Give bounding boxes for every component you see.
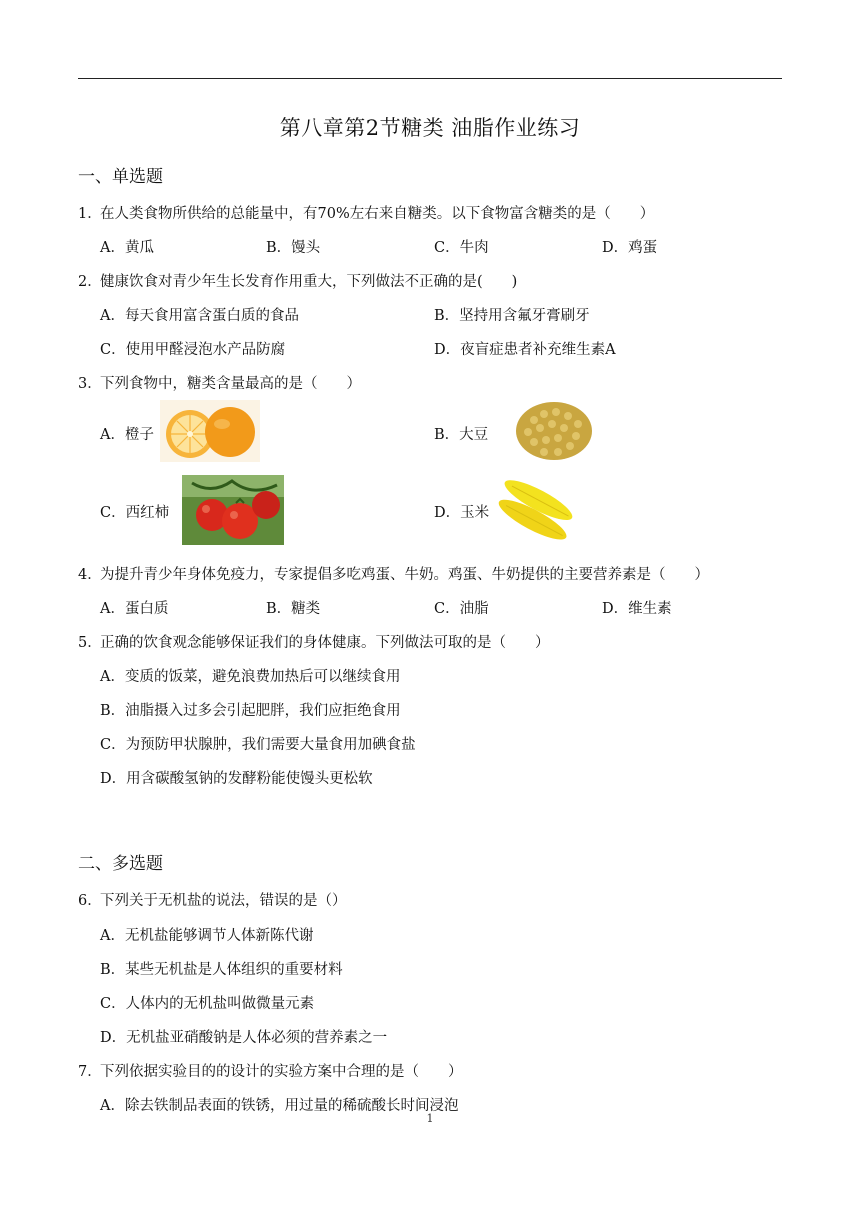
option-5a: A．变质的饭菜，避免浪费加热后可以继续食用 bbox=[100, 669, 401, 685]
question-4 bbox=[78, 563, 709, 584]
option-5d: D．用含碳酸氢钠的发酵粉能使馒头更松软 bbox=[100, 771, 373, 787]
question-stem: 下列依据实验目的的设计的实验方案中合理的是（ ） bbox=[100, 1064, 463, 1080]
option-2d: D．夜盲症患者补充维生素A bbox=[434, 342, 616, 358]
option-1b: B．馒头 bbox=[266, 240, 321, 256]
header-rule bbox=[78, 78, 782, 79]
option-2b: B．坚持用含氟牙膏刷牙 bbox=[434, 308, 590, 324]
question-1 bbox=[78, 202, 654, 223]
option-6d: D．无机盐亚硝酸钠是人体必须的营养素之一 bbox=[100, 1030, 388, 1046]
option-6c: C．人体内的无机盐叫做微量元素 bbox=[100, 996, 315, 1012]
document-title: 第八章第2节糖类 油脂作业练习 bbox=[279, 116, 581, 140]
question-stem: 为提升青少年身体免疫力，专家提倡多吃鸡蛋、牛奶。鸡蛋、牛奶提供的主要营养素是（ ） bbox=[100, 567, 709, 583]
tomato-image bbox=[182, 475, 284, 545]
question-2 bbox=[78, 270, 517, 291]
option-3c: C．西红柿 bbox=[100, 505, 170, 521]
page-number: 1 bbox=[426, 1112, 434, 1125]
option-2c: C．使用甲醛浸泡水产品防腐 bbox=[100, 342, 286, 358]
section-heading-multi: 二、多选题 bbox=[78, 854, 163, 874]
section-heading-single: 一、单选题 bbox=[78, 167, 163, 187]
option-4c: C．油脂 bbox=[434, 601, 489, 617]
question-3 bbox=[78, 372, 361, 393]
option-1a: A．黄瓜 bbox=[100, 240, 154, 256]
question-number: 7． bbox=[78, 1064, 102, 1080]
option-6b: B．某些无机盐是人体组织的重要材料 bbox=[100, 962, 343, 978]
option-4d: D．维生素 bbox=[602, 601, 672, 617]
option-7a: A．除去铁制品表面的铁锈，用过量的稀硫酸长时间浸泡 bbox=[100, 1098, 459, 1114]
question-stem: 下列食物中，糖类含量最高的是（ ） bbox=[100, 376, 361, 392]
question-number: 3． bbox=[78, 376, 102, 392]
question-number: 4． bbox=[78, 567, 102, 583]
question-number: 1． bbox=[78, 206, 102, 222]
option-6a: A．无机盐能够调节人体新陈代谢 bbox=[100, 928, 314, 944]
orange-image bbox=[160, 400, 260, 462]
option-3d: D．玉米 bbox=[434, 505, 490, 521]
question-5 bbox=[78, 631, 550, 652]
option-1c: C．牛肉 bbox=[434, 240, 489, 256]
question-6 bbox=[78, 889, 347, 910]
corn-image bbox=[494, 474, 578, 544]
question-stem: 在人类食物所供给的总能量中，有70%左右来自糖类。以下食物富含糖类的是（ ） bbox=[100, 206, 655, 222]
option-2a: A．每天食用富含蛋白质的食品 bbox=[100, 308, 299, 324]
option-3a: A．橙子 bbox=[100, 427, 154, 443]
option-5c: C．为预防甲状腺肿，我们需要大量食用加碘食盐 bbox=[100, 737, 416, 753]
option-3b: B．大豆 bbox=[434, 427, 489, 443]
option-1d: D．鸡蛋 bbox=[602, 240, 658, 256]
soybean-image bbox=[514, 398, 594, 462]
question-7 bbox=[78, 1060, 463, 1081]
question-number: 2． bbox=[78, 274, 102, 290]
option-4a: A．蛋白质 bbox=[100, 601, 169, 617]
question-number: 5． bbox=[78, 635, 102, 651]
option-4b: B．糖类 bbox=[266, 601, 321, 617]
question-stem: 健康饮食对青少年生长发育作用重大，下列做法不正确的是( ) bbox=[100, 274, 518, 290]
question-stem: 正确的饮食观念能够保证我们的身体健康。下列做法可取的是（ ） bbox=[100, 635, 550, 651]
question-stem: 下列关于无机盐的说法，错误的是（） bbox=[100, 893, 347, 909]
option-5b: B．油脂摄入过多会引起肥胖，我们应拒绝食用 bbox=[100, 703, 401, 719]
question-number: 6． bbox=[78, 893, 102, 909]
